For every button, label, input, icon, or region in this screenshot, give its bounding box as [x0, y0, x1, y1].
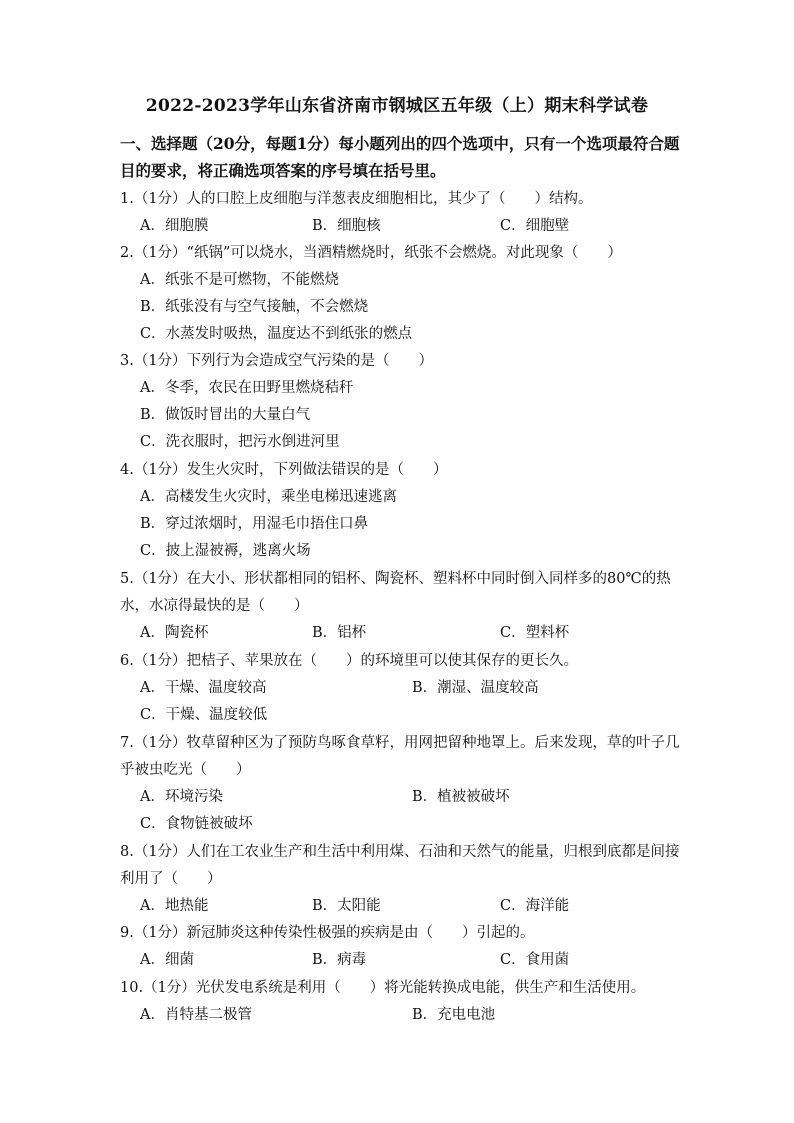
q7-option-c: C．食物链被破坏 — [140, 816, 253, 832]
question-3: 3.（1分）下列行为会造成空气污染的是（ ） — [120, 353, 434, 369]
question-5: 5.（1分）在大小、形状都相同的铝杯、陶瓷杯、塑料杯中同时倒入同样多的80℃的热水，水凉得最快的是（ ） — [120, 571, 671, 614]
question-6: 6.（1分）把桔子、苹果放在（ ）的环境里可以使其保存的更长久。 — [120, 653, 579, 669]
q6-option-c: C．干燥、温度较低 — [140, 707, 268, 723]
q8-option-c: C．海洋能 — [500, 898, 570, 914]
q3-option-c: C．洗衣服时，把污水倒进河里 — [140, 434, 340, 450]
q4-option-c: C．披上湿被褥，逃离火场 — [140, 543, 311, 559]
q9-option-a: A．细菌 — [140, 952, 194, 968]
q9-option-b: B．病毒 — [312, 952, 367, 968]
q8-option-a: A．地热能 — [140, 898, 209, 914]
q2-option-a: A．纸张不是可燃物，不能燃烧 — [140, 272, 339, 288]
q8-option-b: B．太阳能 — [312, 898, 381, 914]
q6-option-b: B．潮湿、温度较高 — [412, 680, 539, 696]
q1-option-b: B．细胞核 — [312, 218, 381, 234]
q1-option-c: C．细胞壁 — [500, 218, 570, 234]
q4-option-b: B．穿过浓烟时，用湿毛巾捂住口鼻 — [140, 516, 369, 532]
question-9: 9.（1分）新冠肺炎这种传染性极强的疾病是由（ ）引起的。 — [120, 925, 535, 941]
section-instructions: 一、选择题（20分，每题1分）每小题列出的四个选项中，只有一个选项最符合题目的要求，将正确选项答案的序号填在括号里。 — [120, 134, 680, 180]
q3-option-b: B．做饭时冒出的大量白气 — [140, 407, 311, 423]
q7-option-b: B．植被被破坏 — [412, 789, 510, 805]
q4-option-a: A．高楼发生火灾时，乘坐电梯迅速逃离 — [140, 489, 397, 505]
q7-option-a: A．环境污染 — [140, 789, 223, 805]
q9-option-c: C．食用菌 — [500, 952, 570, 968]
question-8: 8.（1分）人们在工农业生产和生活中利用煤、石油和天然气的能量，归根到底都是间接利用了（ ） — [120, 844, 680, 887]
exam-title: 2022-2023学年山东省济南市钢城区五年级（上）期末科学试卷 — [145, 96, 649, 116]
question-10: 10.（1分）光伏发电系统是利用（ ）将光能转换成电能，供生产和生活使用。 — [120, 980, 646, 996]
question-1: 1.（1分）人的口腔上皮细胞与洋葱表皮细胞相比，其少了（ ）结构。 — [120, 191, 593, 207]
question-2: 2.（1分）“纸锅”可以烧水，当酒精燃烧时，纸张不会燃烧。对此现象（ ） — [120, 245, 622, 261]
q3-option-a: A．冬季，农民在田野里燃烧秸秆 — [140, 380, 354, 396]
q5-option-b: B．铝杯 — [312, 625, 367, 641]
q5-option-a: A．陶瓷杯 — [140, 625, 209, 641]
question-7: 7.（1分）牧草留种区为了预防鸟啄食草籽，用网把留种地罩上。后来发现，草的叶子几乎被虫吃光（ ） — [120, 735, 680, 778]
q10-option-a: A．肖特基二极管 — [140, 1007, 252, 1023]
question-4: 4.（1分）发生火灾时，下列做法错误的是（ ） — [120, 462, 448, 478]
q10-option-b: B．充电电池 — [412, 1007, 496, 1023]
q1-option-a: A．细胞膜 — [140, 218, 209, 234]
q2-option-b: B．纸张没有与空气接触，不会燃烧 — [140, 299, 369, 315]
q2-option-c: C．水蒸发时吸热，温度达不到纸张的燃点 — [140, 326, 413, 342]
q6-option-a: A．干燥、温度较高 — [140, 680, 267, 696]
q5-option-c: C．塑料杯 — [500, 625, 570, 641]
